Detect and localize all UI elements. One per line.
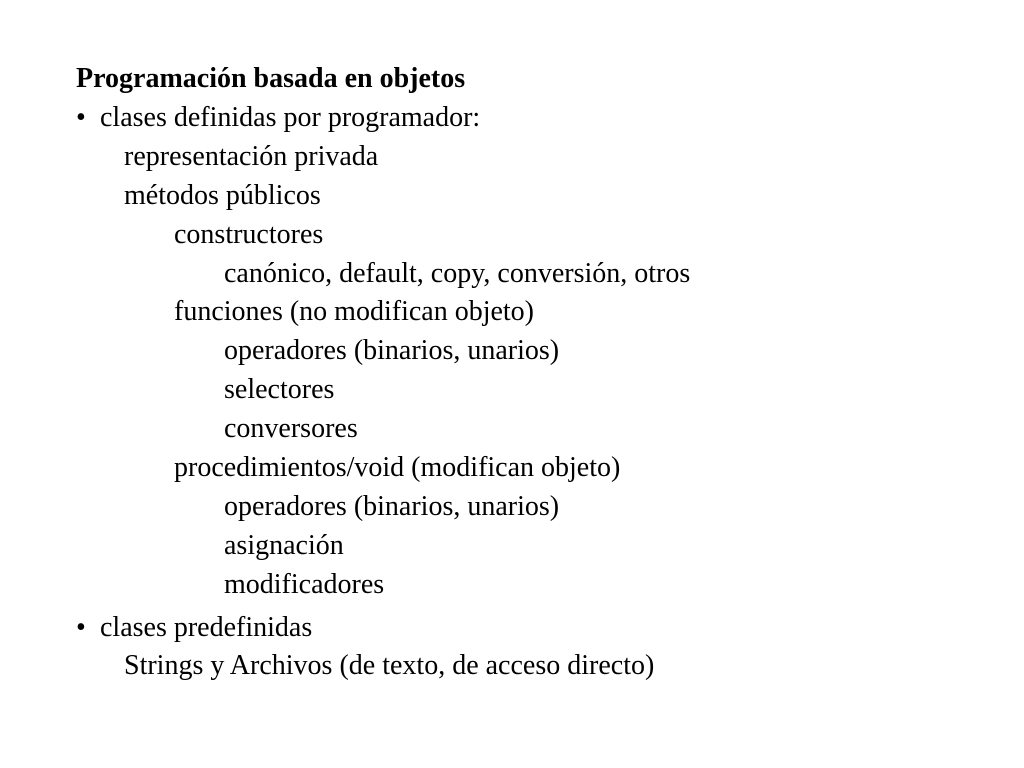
constructor-kinds: canónico, default, copy, conversión, otros	[224, 257, 691, 289]
functions: funciones (no modifican objeto)	[174, 296, 535, 328]
functions-item-operators: operadores (binarios, unarios)	[224, 335, 560, 367]
predefined-classes-heading: clases predefinidas	[100, 611, 313, 643]
private-representation: representación privada	[124, 140, 379, 172]
user-classes-heading: clases definidas por programador:	[100, 102, 481, 133]
procedures-item-modifiers: modificadores	[224, 568, 385, 600]
public-methods: métodos públicos	[124, 179, 321, 211]
slide-title: Programación basada en objetos	[76, 63, 466, 94]
slide-content	[76, 58, 690, 686]
functions-item-selectors: selectores	[224, 374, 335, 406]
functions-item-converters: conversores	[224, 413, 358, 445]
procedures-item-assignment: asignación	[224, 529, 344, 561]
constructors: constructores	[174, 218, 324, 250]
procedures-item-operators: operadores (binarios, unarios)	[224, 490, 560, 522]
bullet-icon: •	[76, 611, 86, 643]
procedures: procedimientos/void (modifican objeto)	[174, 452, 621, 484]
bullet-item-predefined-classes	[76, 609, 690, 648]
bullet-item-user-classes	[76, 99, 690, 138]
predefined-classes-detail: Strings y Archivos (de texto, de acceso directo)	[124, 650, 655, 682]
bullet-icon: •	[76, 102, 86, 133]
